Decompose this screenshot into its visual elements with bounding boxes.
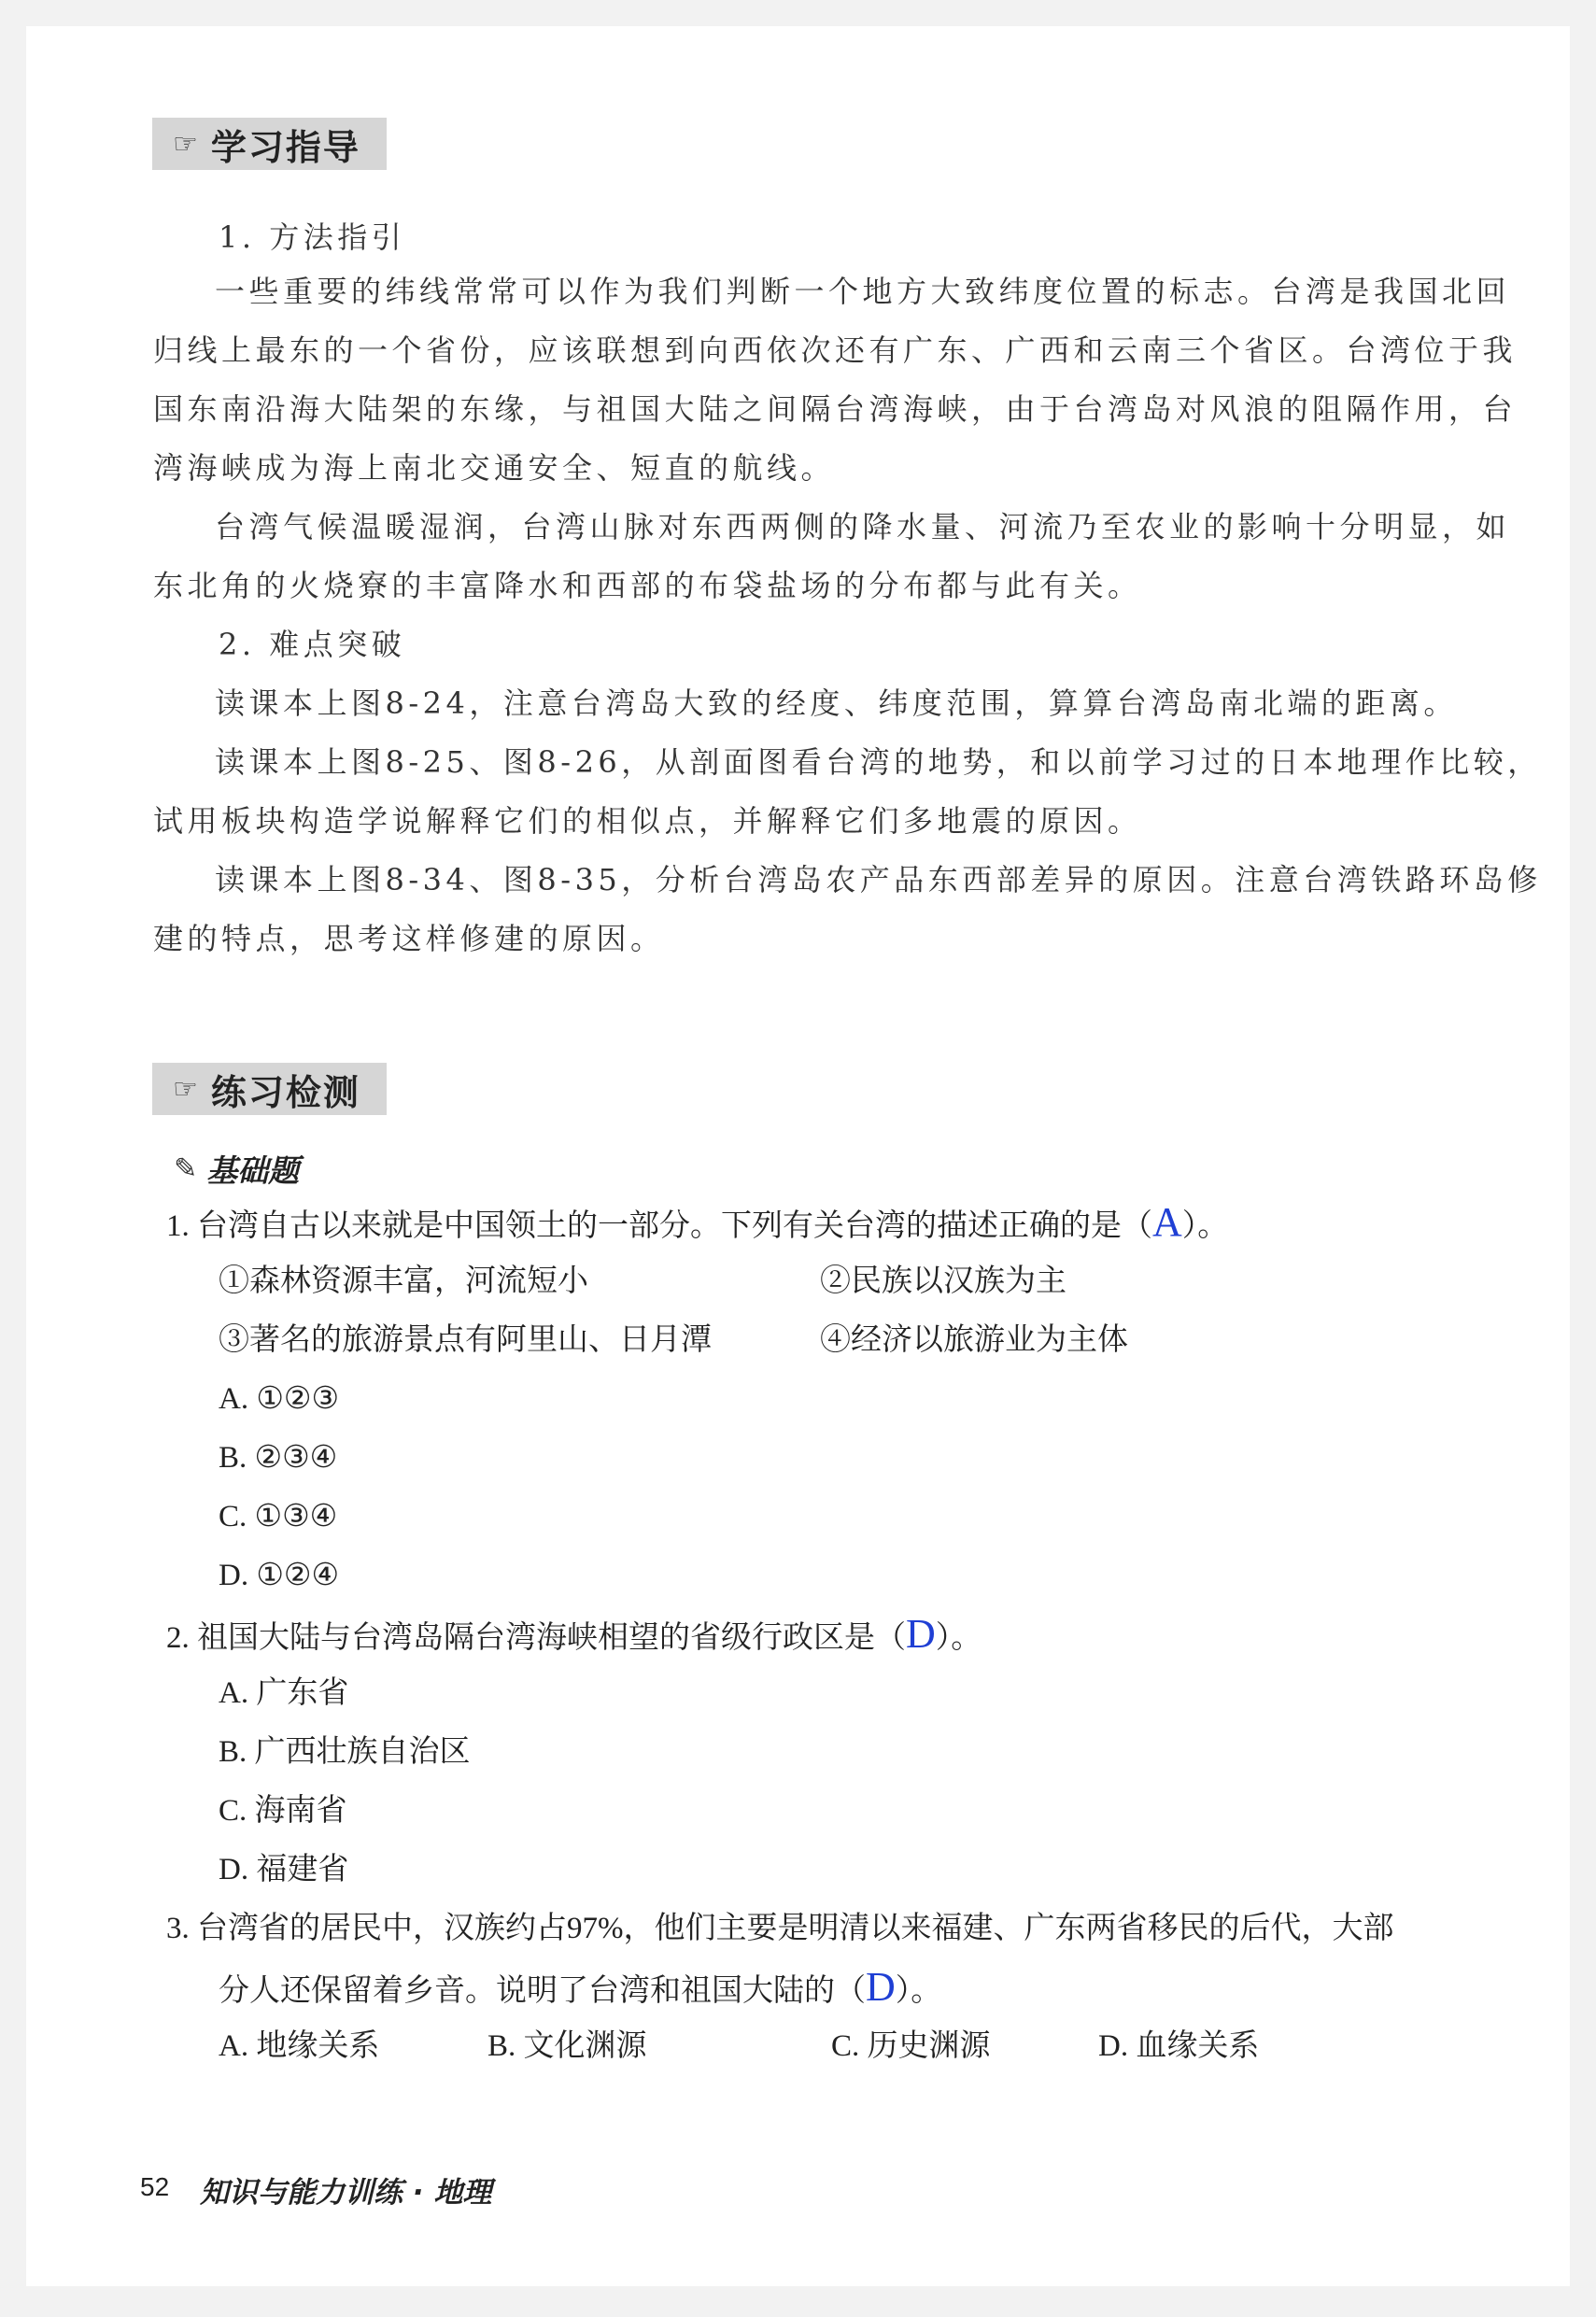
statement: ③著名的旅游景点有阿里山、日月潭 [219, 1323, 712, 1357]
pointing-hand-icon: ☞ [173, 127, 198, 161]
pointing-hand-icon: ☞ [173, 1072, 198, 1106]
section-title-guide: 学习指导 [210, 126, 360, 168]
section-title-exercise: 练习检测 [210, 1071, 360, 1113]
option: B. 广西壮族自治区 [219, 1735, 471, 1769]
answer-mark: A [1152, 1199, 1182, 1245]
statement: ②民族以汉族为主 [820, 1264, 1066, 1298]
option: C. ①③④ [219, 1500, 338, 1533]
statement: ①森林资源丰富，河流短小 [219, 1264, 588, 1298]
option: A. 地缘关系 [219, 2029, 380, 2063]
paragraph-line: 一些重要的纬线常常可以作为我们判断一个地方大致纬度位置的标志。台湾是我国北回 [215, 274, 1511, 309]
option: A. 广东省 [219, 1676, 349, 1710]
pencil-icon: ✎ [174, 1152, 198, 1185]
answer-mark: D [906, 1611, 936, 1657]
difficulty-title: 2. 难点突破 [219, 627, 406, 662]
paragraph-line: 读课本上图8-25、图8-26，从剖面图看台湾的地势，和以前学习过的日本地理作比较， [215, 744, 1542, 780]
method-title: 1. 方法指引 [219, 219, 406, 255]
paragraph-line: 归线上最东的一个省份，应该联想到向西依次还有广东、广西和云南三个省区。台湾位于我 [153, 332, 1518, 368]
paragraph-line: 湾海峡成为海上南北交通安全、短直的航线。 [153, 450, 836, 486]
option: B. ②③④ [219, 1441, 338, 1475]
question-1-stem: 1. 台湾自古以来就是中国领土的一部分。下列有关台湾的描述正确的是（A）。 [166, 1199, 1229, 1245]
option: C. 海南省 [219, 1794, 347, 1828]
option: A. ①②③ [219, 1382, 340, 1416]
question-3-stem-line2: 分人还保留着乡音。说明了台湾和祖国大陆的（D）。 [219, 1964, 942, 2010]
paragraph-line: 读课本上图8-34、图8-35，分析台湾岛农产品东西部差异的原因。注意台湾铁路环岛修 [215, 862, 1542, 897]
option: D. ①②④ [219, 1559, 340, 1592]
section-header-guide [152, 118, 387, 170]
question-3-stem-line1: 3. 台湾省的居民中，汉族约占97%，他们主要是明清以来福建、广东两省移民的后代，大部 [166, 1912, 1394, 1945]
paragraph-line: 台湾气候温暖湿润，台湾山脉对东西两侧的降水量、河流乃至农业的影响十分明显，如 [215, 509, 1511, 544]
statement: ④经济以旅游业为主体 [820, 1323, 1128, 1357]
option: D. 血缘关系 [1098, 2029, 1260, 2063]
basic-title: 基础题 [206, 1152, 300, 1189]
paragraph-line: 建的特点，思考这样修建的原因。 [153, 921, 665, 956]
page-number: 52 [140, 2172, 170, 2201]
option: B. 文化渊源 [487, 2029, 647, 2063]
section-header-exercise [152, 1063, 387, 1115]
page [26, 26, 1570, 2286]
paragraph-line: 读课本上图8-24，注意台湾岛大致的经度、纬度范围，算算台湾岛南北端的距离。 [215, 685, 1458, 721]
paragraph-line: 国东南沿海大陆架的东缘，与祖国大陆之间隔台湾海峡，由于台湾岛对风浪的阻隔作用，台 [153, 391, 1518, 427]
book-title: 知识与能力训练 · 地理 [200, 2176, 492, 2210]
option: D. 福建省 [219, 1853, 349, 1886]
paragraph-line: 试用板块构造学说解释它们的相似点，并解释它们多地震的原因。 [153, 803, 1142, 839]
option: C. 历史渊源 [831, 2029, 991, 2063]
question-2-stem: 2. 祖国大陆与台湾岛隔台湾海峡相望的省级行政区是（D）。 [166, 1611, 982, 1657]
answer-mark: D [866, 1964, 896, 2010]
basic-heading [174, 1147, 299, 1191]
paragraph-line: 东北角的火烧寮的丰富降水和西部的布袋盐场的分布都与此有关。 [153, 568, 1142, 603]
